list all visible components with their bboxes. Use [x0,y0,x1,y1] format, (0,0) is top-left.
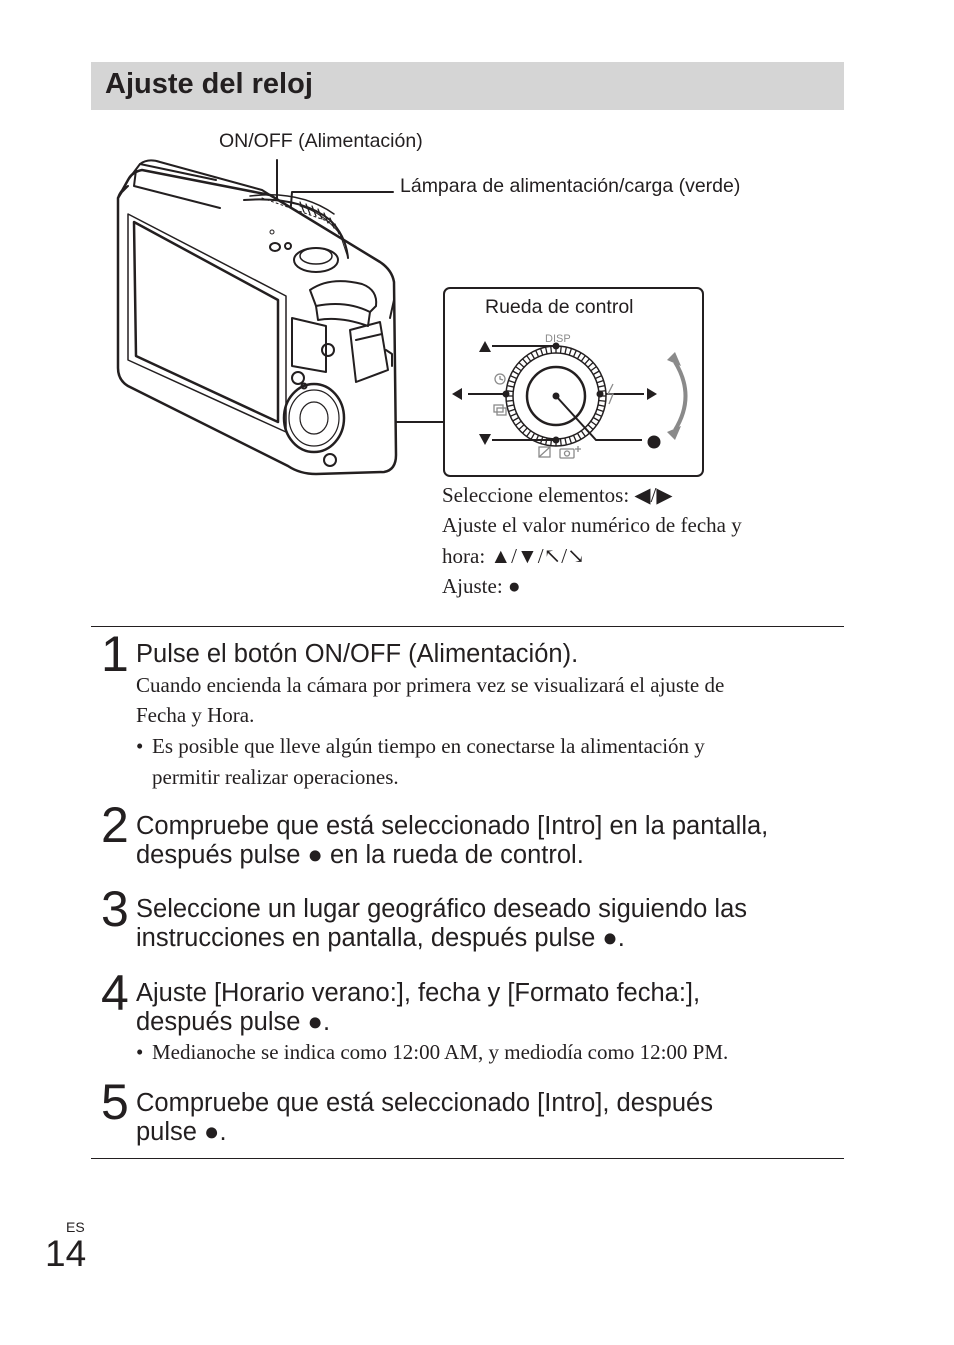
wheel-knurl-tick [599,400,606,401]
step-2-number: 2 [101,797,129,853]
callout-adjust-keys: hora: ▲/▼/↖/↘ [442,544,585,568]
callout-select: Seleccione elementos: ◀/▶ [442,483,673,507]
step-3-heading-line-2: instrucciones en pantalla, después pulse ●. [136,924,625,952]
step-1-number: 1 [101,626,129,682]
section-title: Ajuste del reloj [105,68,313,100]
language-code: ES [66,1219,85,1235]
step-2-heading-line-1: Compruebe que está seleccionado [Intro] en la pantalla, [136,812,769,840]
bullet-icon: • [136,1040,144,1064]
step-3-number: 3 [101,881,129,937]
step-1-note [136,731,705,792]
step-5-heading-line-2: pulse ●. [136,1118,227,1146]
control-wheel-title: Rueda de control [485,296,634,318]
divider-top [91,626,844,627]
wheel-knurl-tick [551,346,552,353]
power-lamp-label: Lámpara de alimentación/carga (verde) [400,175,741,197]
step-1-heading: Pulse el botón ON/OFF (Alimentación). [136,640,579,668]
page-number: 14 [45,1233,87,1274]
power-button-label: ON/OFF (Alimentación) [219,130,423,152]
step-4-heading-line-1: Ajuste [Horario verano:], fecha y [Formato fecha:], [136,979,701,1007]
wheel-knurl-tick [560,439,561,446]
dial-disp-label: DISP [545,333,571,345]
step-4-note-line-1: Medianoche se indica como 12:00 AM, y mediodía como 12:00 PM. [152,1040,729,1064]
callout-adjust-value: Ajuste el valor numérico de fecha y [442,513,742,537]
step-1-note-line-1: Es posible que lleve algún tiempo en conectarse la alimentación y [152,734,705,758]
step-1-body-line-2: Fecha y Hora. [136,703,255,727]
step-4-number: 4 [101,965,129,1021]
step-3-heading-line-1: Seleccione un lugar geográfico deseado siguiendo las [136,895,748,923]
step-2-heading-line-2: después pulse ● en la rueda de control. [136,841,584,869]
step-5-number: 5 [101,1074,129,1130]
step-1-body-line-1: Cuando encienda la cámara por primera vez se visualizará el ajuste de [136,673,725,697]
step-1-note-line-2: permitir realizar operaciones. [152,764,399,789]
step-4-heading-line-2: después pulse ●. [136,1008,331,1036]
divider-bottom [91,1158,844,1159]
step-4-note [136,1037,728,1068]
bullet-icon: • [136,734,144,758]
step-5-heading-line-1: Compruebe que está seleccionado [Intro], después [136,1089,713,1117]
wheel-knurl-tick [560,346,561,353]
wheel-knurl-tick [506,400,513,401]
callout-set: Ajuste: ● [442,574,521,598]
